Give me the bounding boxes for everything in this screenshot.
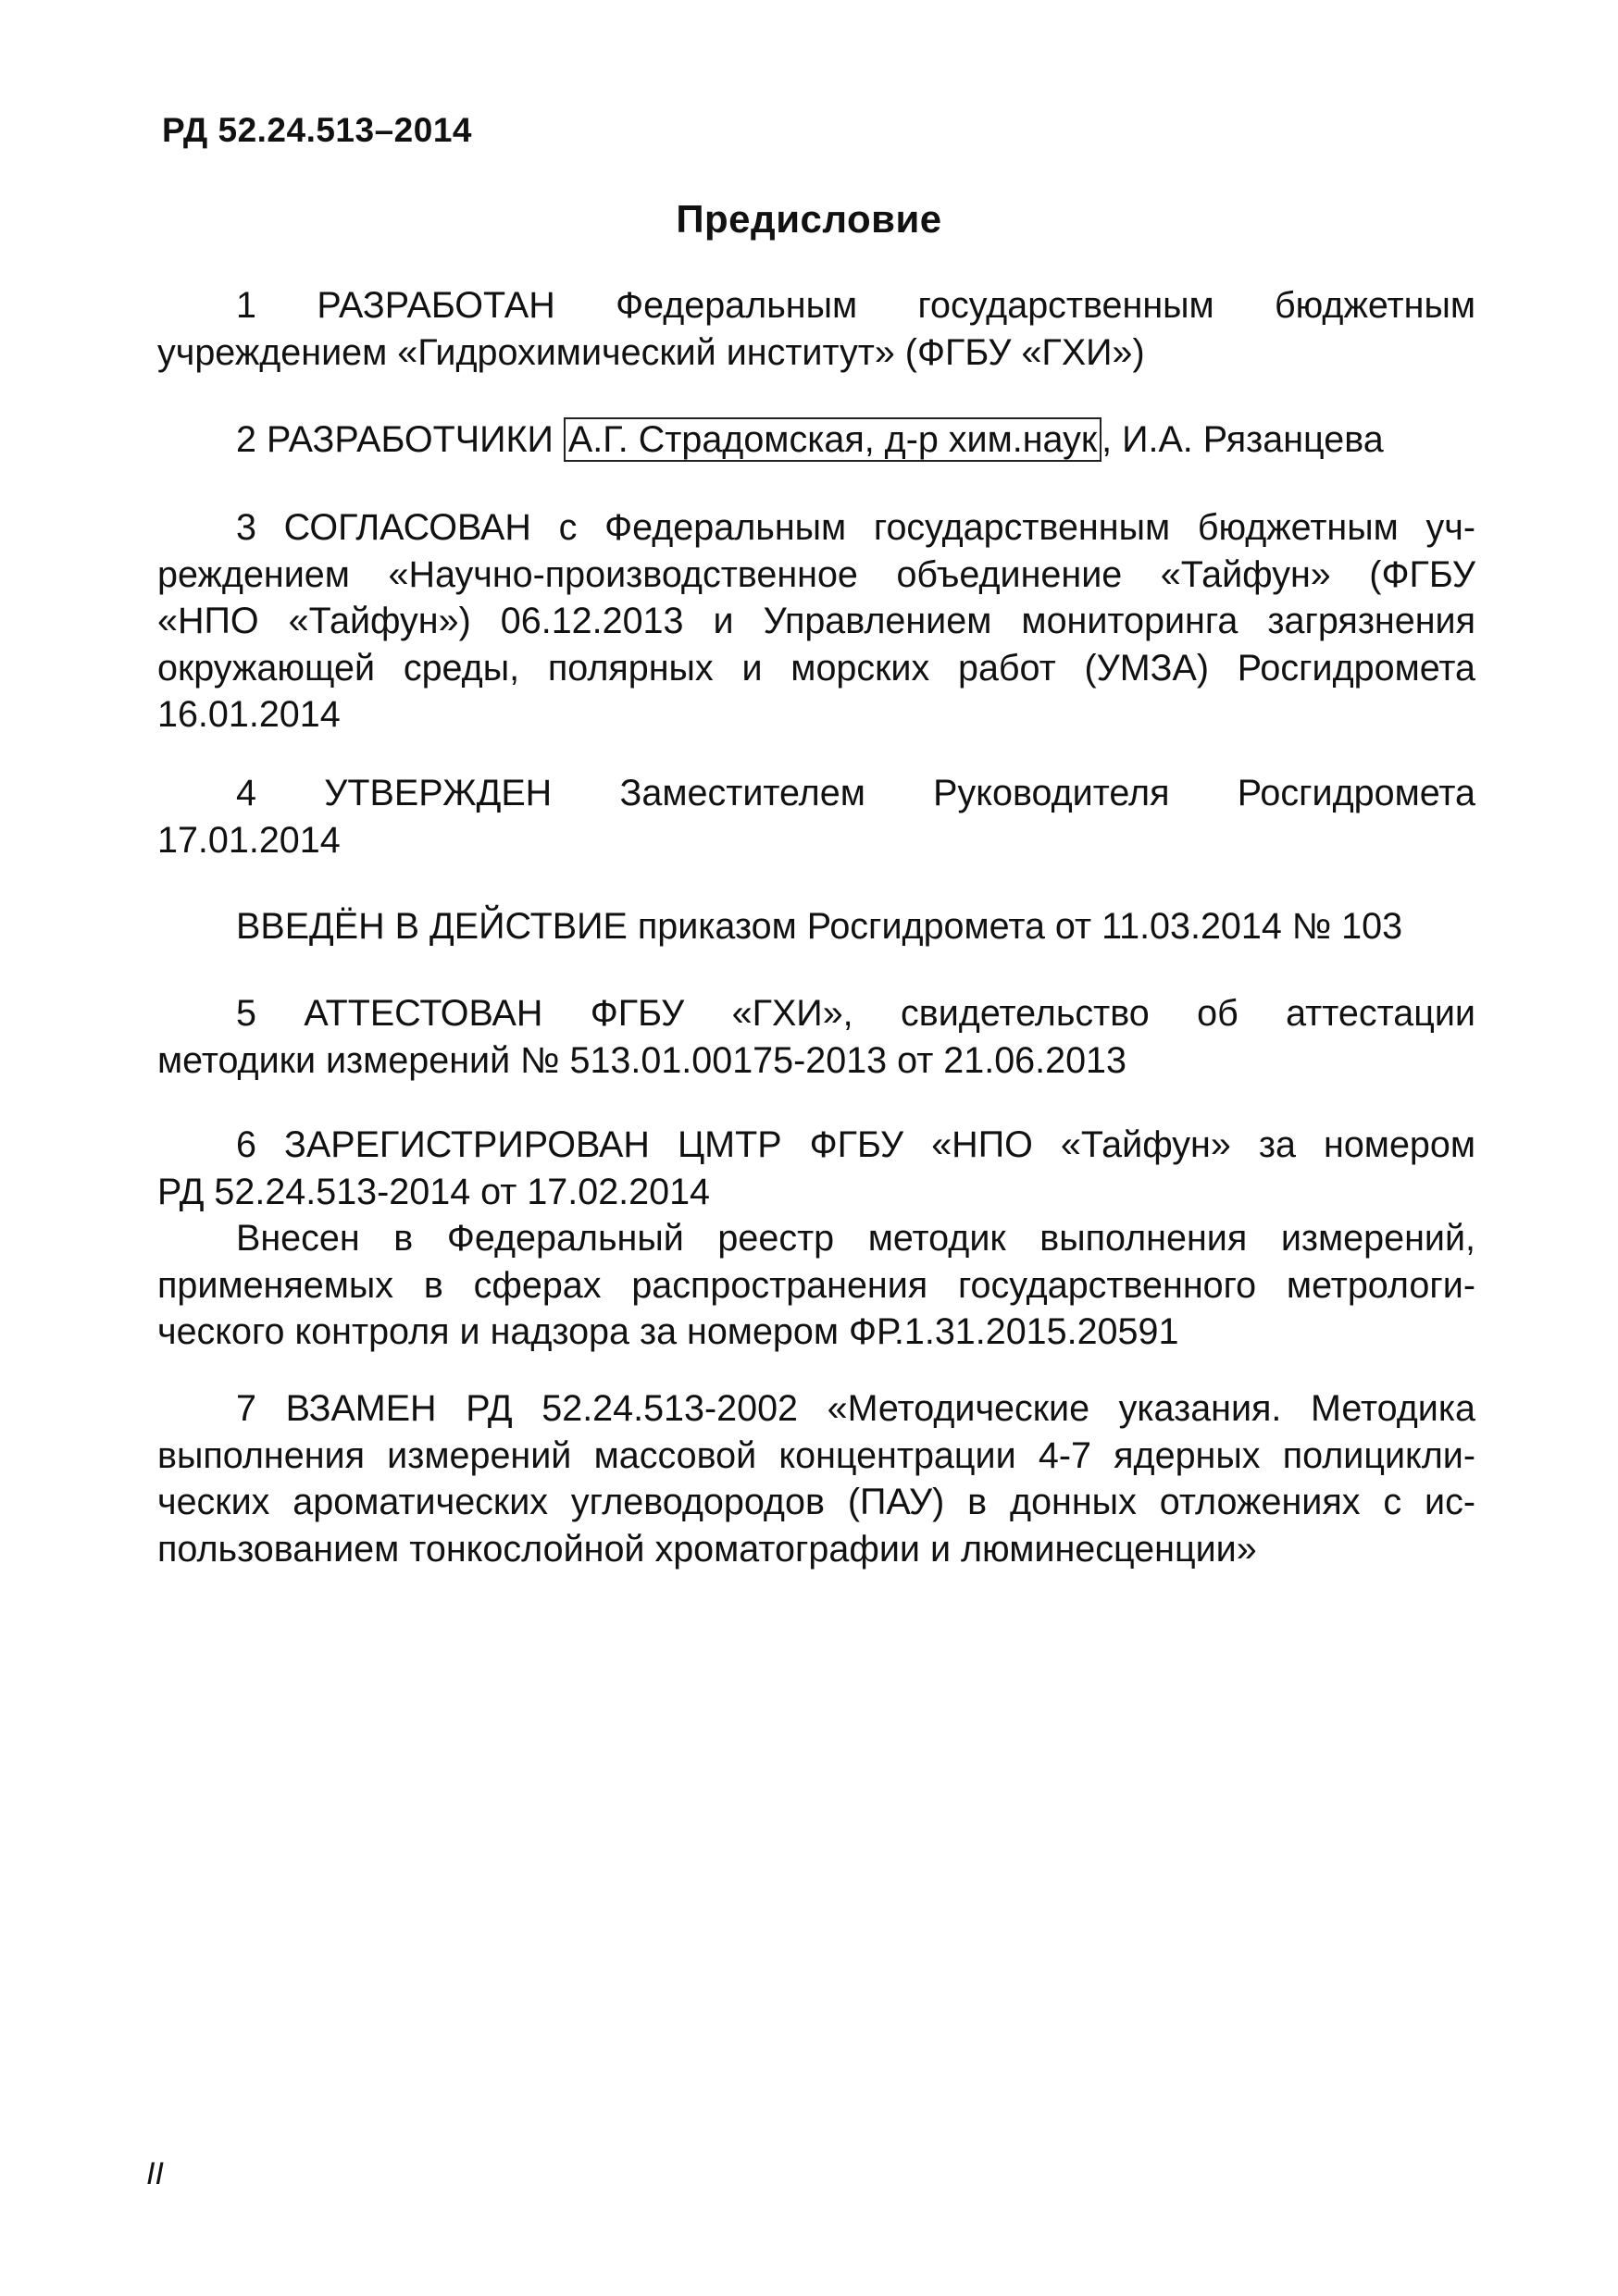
item-2-line: [157, 416, 1475, 464]
item-3-line-2: реждением «Научно-производственное объединение «Тайфун» (ФГБУ: [157, 553, 1475, 595]
page-number: II: [146, 2156, 164, 2191]
item-7-line-2: выполнения измерений массовой концентрации 4-7 ядерных полицикли-: [157, 1434, 1475, 1476]
document-code: РД 52.24.513–2014: [162, 111, 472, 149]
item-1-line-2: учреждением «Гидрохимический институт» (ФГБУ «ГХИ»): [157, 331, 1145, 373]
item-1-line-1: 1 РАЗРАБОТАН Федеральным государственным бюджетным: [236, 285, 1475, 326]
item-5-line-2: методики измерений № 513.01.00175-2013 от 21.06.2013: [157, 1039, 1126, 1081]
item-4b-line-1: ВВЕДЁН В ДЕЙСТВИЕ приказом Росгидромета от 11.03.2014 № 103: [236, 906, 1403, 947]
item-2-developers: [157, 416, 1475, 464]
item-3-line-1: 3 СОГЛАСОВАН с Федеральным государственным бюджетным уч-: [236, 507, 1475, 548]
item-7-line-4: пользованием тонкослойной хроматографии и люминесценции»: [157, 1528, 1257, 1570]
item-1-developed: [157, 282, 1475, 376]
item-5-certified: [157, 990, 1475, 1084]
item-6-line-3: Внесен в Федеральный реестр методик выполнения измерений,: [236, 1218, 1475, 1259]
item-5-line-1: 5 АТТЕСТОВАН ФГБУ «ГХИ», свидетельство об аттестации: [236, 993, 1475, 1034]
item-3-agreed: [157, 504, 1475, 738]
item-3-line-5: 16.01.2014: [157, 694, 341, 735]
item-4-approved: [157, 770, 1475, 863]
page-title: Предисловие: [676, 197, 942, 241]
item-6-line-5: ческого контроля и надзора за номером ФР.1.31.2015.20591: [157, 1311, 1179, 1352]
item-2-boxed-author: А.Г. Страдомская, д-р хим.наук: [564, 417, 1101, 462]
item-7-line-1: 7 ВЗАМЕН РД 52.24.513-2002 «Методические указания. Методика: [236, 1388, 1475, 1429]
item-6-line-1: 6 ЗАРЕГИСТРИРОВАН ЦМТР ФГБУ «НПО «Тайфун» за номером: [236, 1124, 1475, 1165]
item-2-suffix: , И.А. Рязанцева: [1101, 419, 1384, 460]
item-4-line-1: 4 УТВЕРЖДЕН Заместителем Руководителя Росгидромета: [236, 773, 1475, 813]
item-2-prefix: 2 РАЗРАБОТЧИКИ: [236, 419, 554, 460]
item-7-line-3: ческих ароматических углеводородов (ПАУ) в донных отложениях с ис-: [157, 1482, 1475, 1522]
item-6-line-4: применяемых в сферах распространения государственного метрологи-: [157, 1264, 1475, 1306]
item-3-line-4: окружающей среды, полярных и морских работ (УМЗА) Росгидромета: [157, 647, 1475, 689]
item-4-enacted: [157, 903, 1475, 950]
item-6-line-2: РД 52.24.513-2014 от 17.02.2014: [157, 1171, 711, 1212]
item-3-line-3: «НПО «Тайфун») 06.12.2013 и Управлением мониторинга загрязнения: [157, 601, 1475, 641]
item-4-line-2: 17.01.2014: [157, 819, 341, 861]
item-7-replaces: [157, 1385, 1475, 1572]
item-6-registered: [157, 1122, 1475, 1356]
